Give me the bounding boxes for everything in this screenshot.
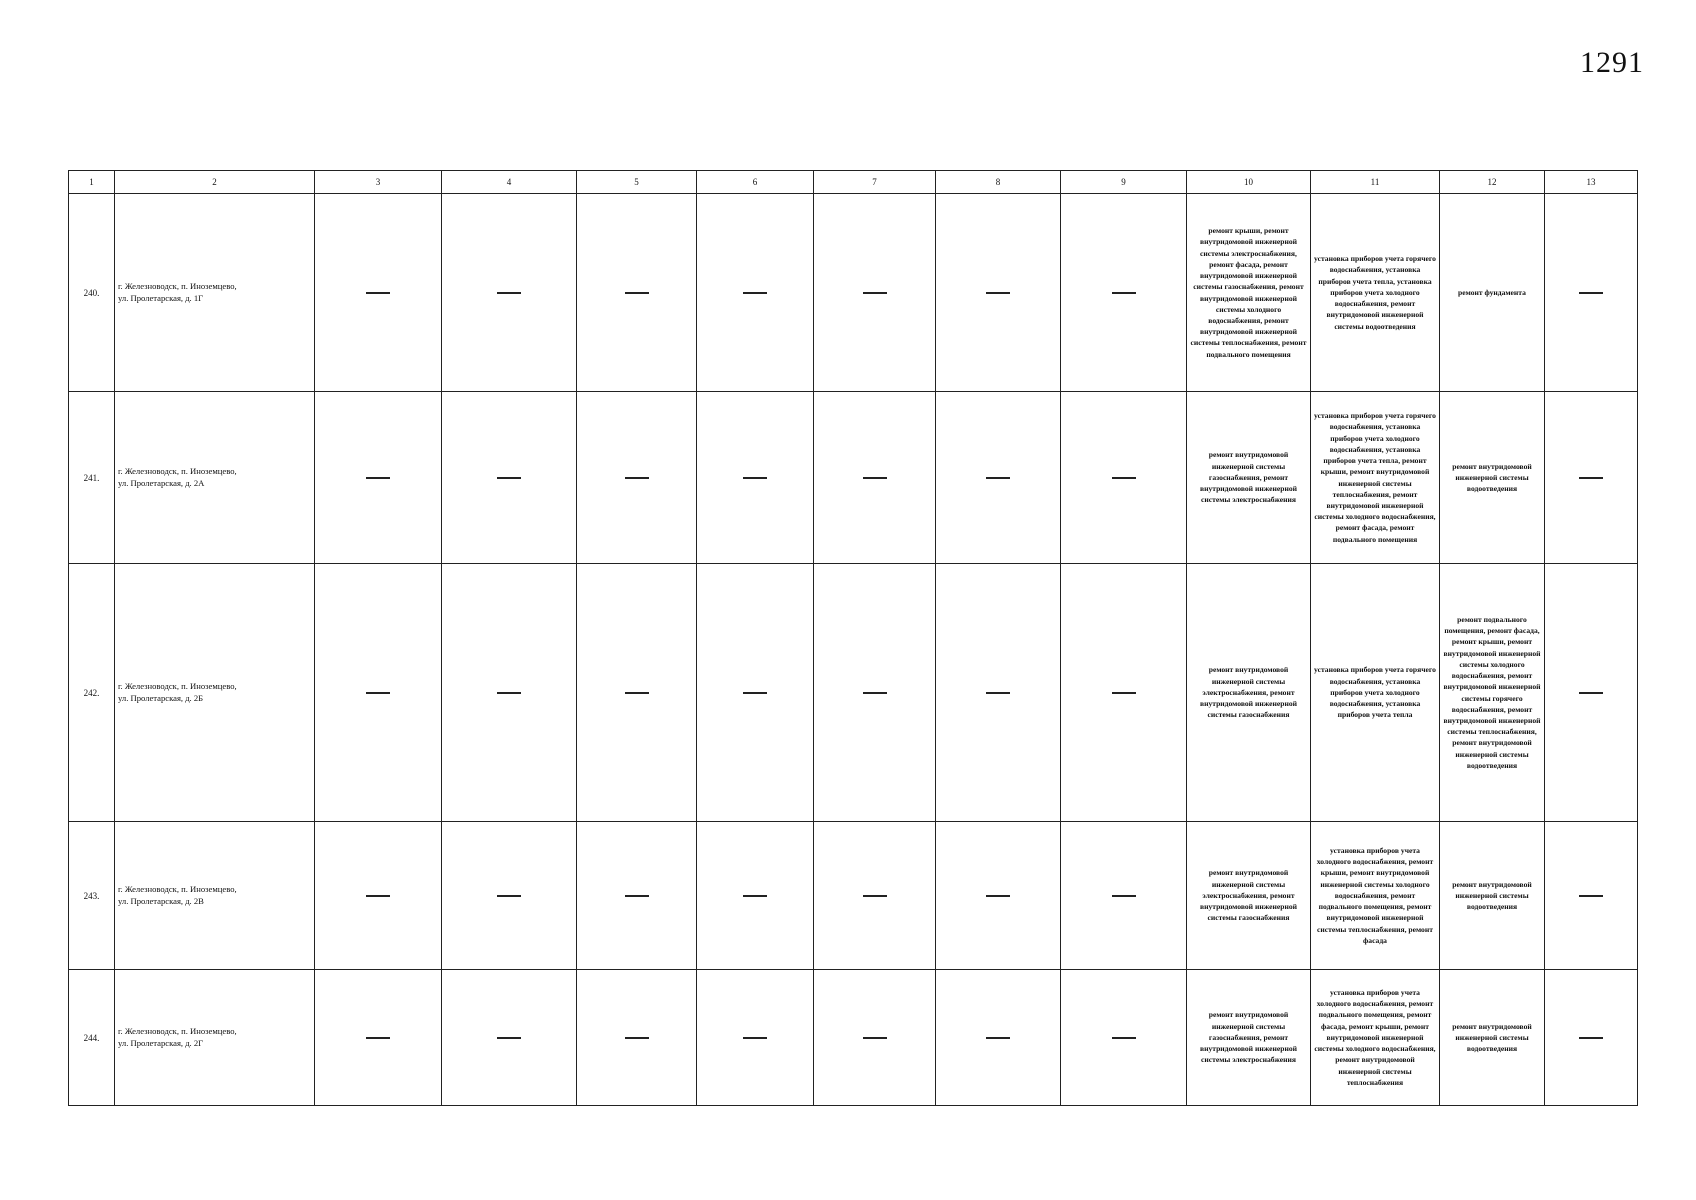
work-description-cell: ремонт подвального помещения, ремонт фасада, ремонт крыши, ремонт внутридомовой инженерной системы холодного водоснабжения, ремонт внутридомовой инженерной системы горячего водоснабжения, ремонт внутридомовой инженерной системы теплоснабжения, ремонт внутридомовой инженерной системы водоотведения [1440,564,1545,822]
dash-mark [1579,1037,1603,1038]
dash-mark [863,477,887,478]
empty-cell [936,564,1061,822]
empty-cell [577,392,697,564]
address-line-1: г. Железноводск, п. Иноземцево, [118,680,237,691]
dash-mark [366,895,390,896]
empty-cell [936,822,1061,970]
column-header: 9 [1061,171,1187,194]
dash-mark [986,692,1010,693]
row-number: 241. [69,392,115,564]
dash-mark [1112,895,1136,896]
column-header: 2 [115,171,315,194]
empty-cell [1061,194,1187,392]
column-header: 12 [1440,171,1545,194]
empty-cell [1061,822,1187,970]
page-number: 1291 [1580,46,1644,79]
dash-mark [1112,1037,1136,1038]
work-description-cell: ремонт внутридомовой инженерной системы газоснабжения, ремонт внутридомовой инженерной системы электроснабжения [1187,970,1311,1106]
dash-mark [625,692,649,693]
table-row [69,392,1638,564]
dash-mark [1579,895,1603,896]
dash-mark [863,1037,887,1038]
address-line-1: г. Железноводск, п. Иноземцево, [118,465,237,476]
dash-mark [986,895,1010,896]
dash-mark [743,692,767,693]
address-cell [115,822,315,970]
dash-mark [1112,477,1136,478]
dash-mark [625,292,649,293]
empty-cell [577,822,697,970]
column-header: 7 [814,171,936,194]
dash-mark [1112,692,1136,693]
empty-cell [442,392,577,564]
dash-mark [743,477,767,478]
address-cell [115,392,315,564]
dash-mark [497,292,521,293]
empty-cell [442,564,577,822]
empty-cell [1545,564,1638,822]
dash-mark [986,292,1010,293]
work-description-cell: установка приборов учета горячего водоснабжения, установка приборов учета холодного водоснабжения, установка приборов учета тепла, ремонт крыши, ремонт внутридомовой инженерной системы теплоснабжения, ремонт внутридомовой инженерной системы холодного водоснабжения, ремонт фасада, ремонт подвального помещения [1311,392,1440,564]
row-number: 244. [69,970,115,1106]
work-description-cell: установка приборов учета горячего водоснабжения, установка приборов учета тепла, установка приборов учета холодного водоснабжения, ремонт внутридомовой инженерной системы водоотведения [1311,194,1440,392]
column-header: 5 [577,171,697,194]
empty-cell [315,822,442,970]
empty-cell [697,194,814,392]
address-cell [115,564,315,822]
row-number: 243. [69,822,115,970]
dash-mark [366,692,390,693]
empty-cell [697,970,814,1106]
work-description-cell: ремонт крыши, ремонт внутридомовой инженерной системы электроснабжения, ремонт фасада, ремонт внутридомовой инженерной системы газоснабжения, ремонт внутридомовой инженерной системы холодного водоснабжения, ремонт внутридомовой инженерной системы теплоснабжения, ремонт подвального помещения [1187,194,1311,392]
empty-cell [442,822,577,970]
work-description-cell: ремонт внутридомовой инженерной системы водоотведения [1440,822,1545,970]
dash-mark [743,292,767,293]
dash-mark [497,477,521,478]
work-description-cell: ремонт внутридомовой инженерной системы водоотведения [1440,970,1545,1106]
empty-cell [315,970,442,1106]
empty-cell [814,822,936,970]
address-line-1: г. Железноводск, п. Иноземцево, [118,883,237,894]
empty-cell [577,194,697,392]
empty-cell [814,194,936,392]
empty-cell [442,970,577,1106]
work-description-cell: ремонт внутридомовой инженерной системы электроснабжения, ремонт внутридомовой инженерной системы газоснабжения [1187,822,1311,970]
empty-cell [1545,392,1638,564]
dash-mark [625,895,649,896]
work-description-cell: установка приборов учета горячего водоснабжения, установка приборов учета холодного водоснабжения, установка приборов учета тепла [1311,564,1440,822]
work-description-cell: установка приборов учета холодного водоснабжения, ремонт крыши, ремонт внутридомовой инженерной системы холодного водоснабжения, ремонт подвального помещения, ремонт внутридомовой инженерной системы теплоснабжения, ремонт фасада [1311,822,1440,970]
column-header: 11 [1311,171,1440,194]
row-number: 242. [69,564,115,822]
dash-mark [863,895,887,896]
table-row [69,822,1638,970]
dash-mark [986,1037,1010,1038]
empty-cell [697,822,814,970]
empty-cell [1061,392,1187,564]
empty-cell [1545,822,1638,970]
work-description-cell: ремонт фундамента [1440,194,1545,392]
empty-cell [814,564,936,822]
dash-mark [863,292,887,293]
work-description-cell: ремонт внутридомовой инженерной системы газоснабжения, ремонт внутридомовой инженерной системы электроснабжения [1187,392,1311,564]
column-header: 4 [442,171,577,194]
table-row [69,564,1638,822]
empty-cell [1545,194,1638,392]
address-line-2: ул. Пролетарская, д. 2В [118,895,204,906]
empty-cell [315,392,442,564]
dash-mark [497,692,521,693]
empty-cell [315,194,442,392]
dash-mark [625,1037,649,1038]
empty-cell [936,970,1061,1106]
empty-cell [577,970,697,1106]
column-header: 3 [315,171,442,194]
dash-mark [366,477,390,478]
empty-cell [697,392,814,564]
table-row [69,194,1638,392]
dash-mark [1579,477,1603,478]
empty-cell [1061,970,1187,1106]
address-line-2: ул. Пролетарская, д. 2Г [118,1037,204,1048]
column-header: 8 [936,171,1061,194]
dash-mark [625,477,649,478]
work-description-cell: установка приборов учета холодного водоснабжения, ремонт подвального помещения, ремонт фасада, ремонт крыши, ремонт внутридомовой инженерной системы холодного водоснабжения, ремонт внутридомовой инженерной системы теплоснабжения [1311,970,1440,1106]
dash-mark [366,1037,390,1038]
column-header: 13 [1545,171,1638,194]
dash-mark [863,692,887,693]
work-description-cell: ремонт внутридомовой инженерной системы электроснабжения, ремонт внутридомовой инженерной системы газоснабжения [1187,564,1311,822]
dash-mark [1112,292,1136,293]
address-cell [115,970,315,1106]
dash-mark [366,292,390,293]
dash-mark [497,1037,521,1038]
address-cell [115,194,315,392]
dash-mark [743,1037,767,1038]
address-line-1: г. Железноводск, п. Иноземцево, [118,1025,237,1036]
column-header: 10 [1187,171,1311,194]
empty-cell [814,970,936,1106]
empty-cell [936,194,1061,392]
empty-cell [1545,970,1638,1106]
table-row [69,970,1638,1106]
column-number-row [69,171,1638,194]
empty-cell [697,564,814,822]
empty-cell [1061,564,1187,822]
dash-mark [1579,292,1603,293]
empty-cell [814,392,936,564]
column-header: 1 [69,171,115,194]
empty-cell [442,194,577,392]
empty-cell [577,564,697,822]
dash-mark [497,895,521,896]
registry-table [68,170,1638,1106]
address-line-2: ул. Пролетарская, д. 2Б [118,692,204,703]
dash-mark [986,477,1010,478]
work-description-cell: ремонт внутридомовой инженерной системы водоотведения [1440,392,1545,564]
dash-mark [1579,692,1603,693]
column-header: 6 [697,171,814,194]
address-line-2: ул. Пролетарская, д. 2А [118,477,205,488]
empty-cell [936,392,1061,564]
dash-mark [743,895,767,896]
empty-cell [315,564,442,822]
address-line-1: г. Железноводск, п. Иноземцево, [118,280,237,291]
address-line-2: ул. Пролетарская, д. 1Г [118,292,204,303]
row-number: 240. [69,194,115,392]
